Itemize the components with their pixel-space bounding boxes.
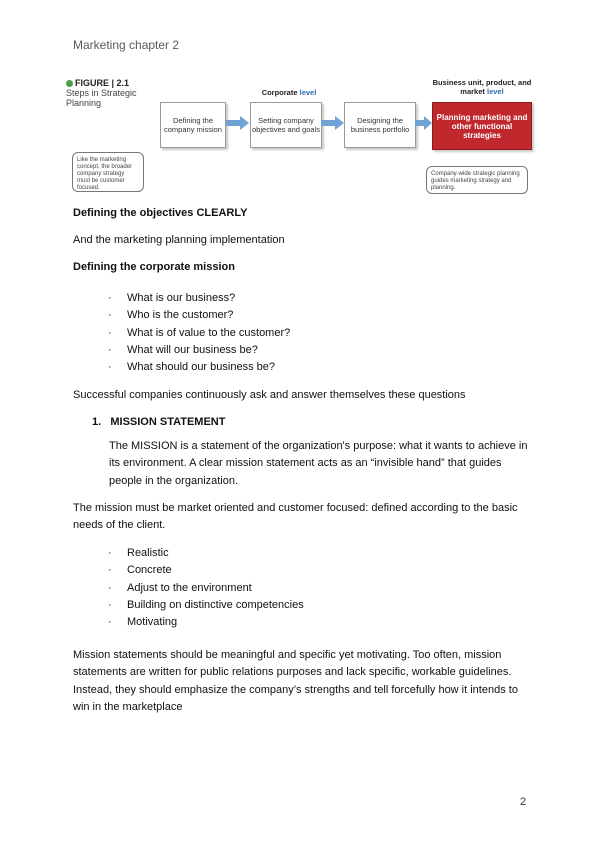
arrow-icon <box>226 116 250 130</box>
figure-dot-icon <box>66 80 73 87</box>
list-item: · What will our business be? <box>108 343 258 356</box>
list-item: · Realistic <box>108 547 169 559</box>
arrow-icon <box>321 116 345 130</box>
figure-number: FIGURE | 2.1 <box>75 78 130 88</box>
business-level-label: Business unit, product, and market level <box>432 78 532 96</box>
note-left: Like the marketing concept, the broader company strategy must be customer focused. <box>72 152 144 192</box>
note-right: Company-wide strategic planning guides marketing strategy and planning. <box>426 166 528 194</box>
mission-paragraph: The MISSION is a statement of the organization's purpose: what it wants to achieve in its environment. A clear mission statement acts as an “invisible hand” that guides people in the organization. <box>109 440 528 487</box>
line-corporate-mission: Defining the corporate mission <box>73 261 235 273</box>
mission-statements-paragraph: Mission statements should be meaningful and specific yet motivating. Too often, mission statements are written for public relations purposes and lack specific, workable guidelines. Instead, they should emphasize the company’s strengths and tell forcefully how it intends to win in the marketplace <box>73 649 518 713</box>
step-set-objectives: Setting company objectives and goals <box>250 102 322 148</box>
questions-list <box>108 290 290 376</box>
step-design-portfolio: Designing the business portfolio <box>344 102 416 148</box>
corporate-level-label: Corporate level <box>261 88 317 97</box>
list-item: · Who is the customer? <box>108 309 234 322</box>
step-plan-marketing: Planning marketing and other functional strategies <box>432 102 532 150</box>
market-oriented-paragraph: The mission must be market oriented and customer focused: defined according to the basic needs of the client. <box>73 502 518 532</box>
criteria-list <box>108 545 304 631</box>
list-item: · What should our business be? <box>108 361 275 374</box>
step-define-mission: Defining the company mission <box>160 102 226 148</box>
list-item: · Motivating <box>108 616 178 629</box>
line-successful-companies: Successful companies continuously ask and answer themselves these questions <box>73 389 466 401</box>
page-header: Marketing chapter 2 <box>73 38 180 52</box>
list-item: · What is of value to the customer? <box>108 326 291 339</box>
arrow-icon <box>415 116 433 130</box>
page-number: 2 <box>520 796 527 808</box>
list-item: · Adjust to the environment <box>108 581 252 594</box>
figure-title: Steps in Strategic Planning <box>66 88 137 108</box>
figure-label <box>66 78 146 108</box>
list-item: · Concrete <box>108 564 172 577</box>
list-item: · Building on distinctive competencies <box>108 598 304 611</box>
line-objectives: Defining the objectives CLEARLY <box>73 207 248 219</box>
strategic-planning-figure <box>66 74 532 196</box>
list-item: · What is our business? <box>108 292 236 304</box>
line-implementation: And the marketing planning implementation <box>73 234 285 246</box>
section-heading: 1. MISSION STATEMENT <box>92 416 226 428</box>
